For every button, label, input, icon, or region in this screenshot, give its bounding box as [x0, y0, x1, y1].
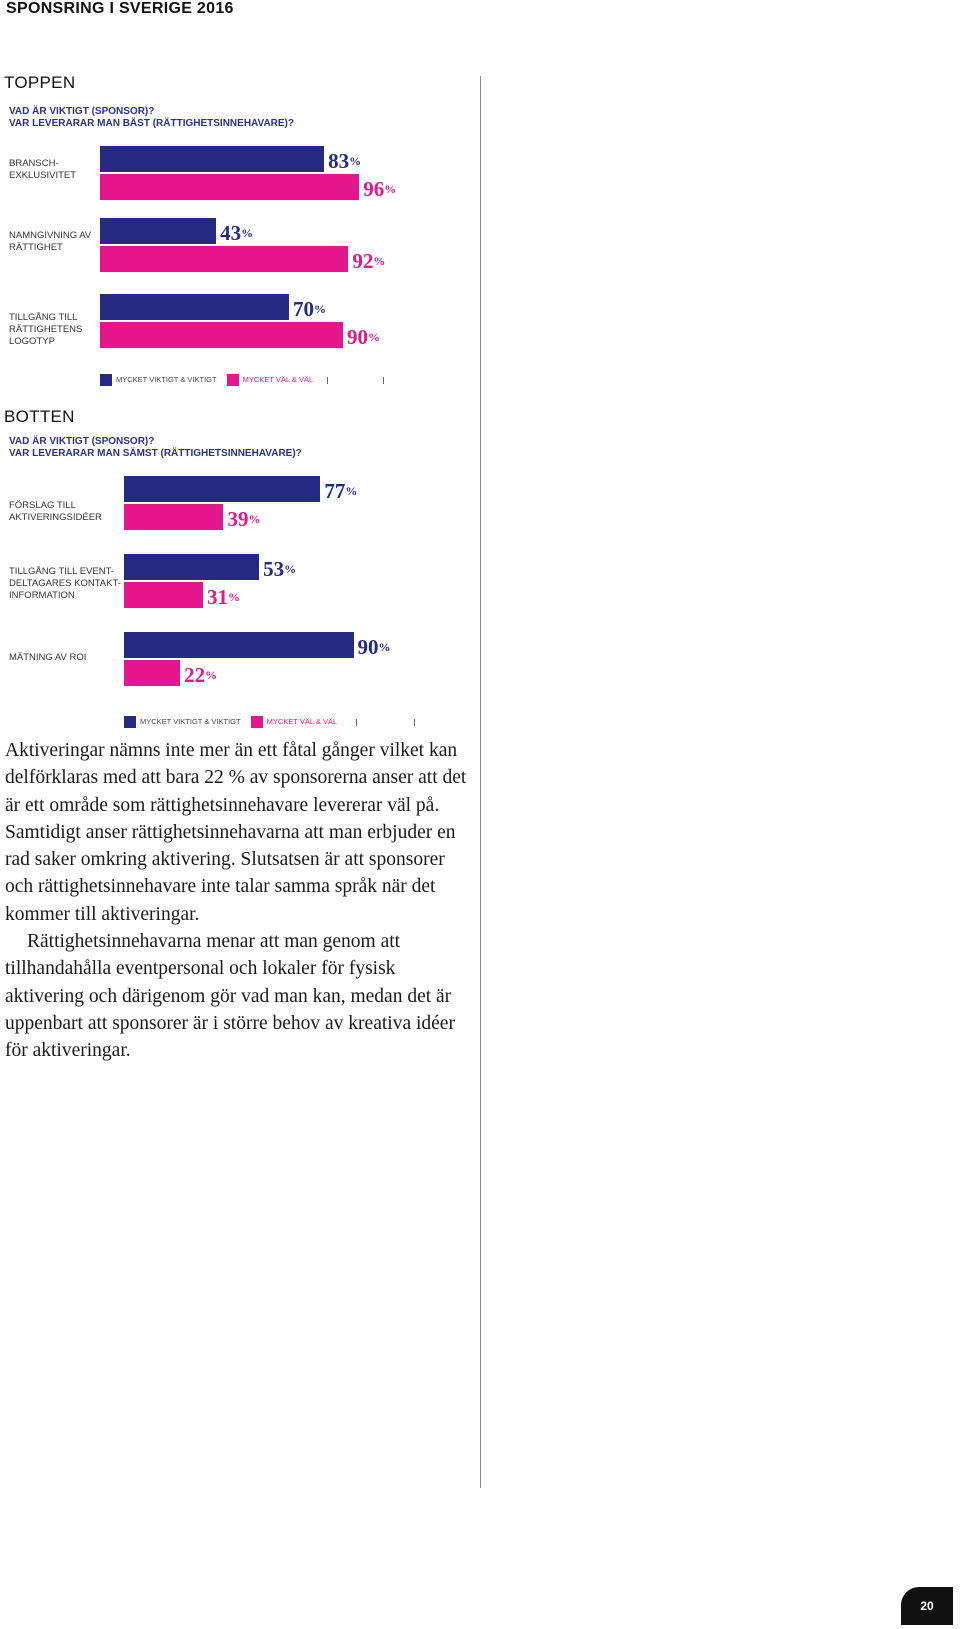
legend-tick: [327, 377, 328, 384]
legend-item-pink: [251, 716, 337, 728]
page-header-title: SPONSRING I SVERIGE 2016: [6, 0, 234, 17]
legend-swatch-pink: [251, 716, 263, 728]
data-label: 83%: [328, 149, 362, 173]
data-label: 77%: [324, 479, 358, 503]
question-important-top: VAD ÄR VIKTIGT (SPONSOR)?: [9, 106, 155, 117]
bar-important: [100, 218, 216, 244]
data-label: 96%: [363, 177, 397, 201]
category-label: BRANSCH- EXKLUSIVITET: [9, 158, 77, 181]
data-label: 22%: [184, 663, 218, 687]
bar-delivered: [100, 174, 359, 200]
legend-label-blue: MYCKET VIKTIGT & VIKTIGT: [140, 716, 241, 726]
legend-tick: [383, 377, 384, 384]
legend-label-pink: MYCKET VÄL & VÄL: [242, 374, 314, 384]
article-body: [5, 737, 467, 1065]
column-divider: [480, 76, 481, 1488]
legend-tick: [356, 719, 357, 726]
top-legend: [100, 374, 321, 386]
data-label: 43%: [220, 221, 254, 245]
bar-delivered: [124, 582, 203, 608]
body-paragraph-2: Rättighetsinnehavarna menar att man genom att tillhandahålla eventpersonal och lokaler för fysisk aktivering och därigenom gör vad man kan, medan det är uppenbart att sponsorer är i större behov av kreativa idéer för aktiveringar.: [5, 931, 455, 1062]
bar-important: [124, 554, 259, 580]
data-label: 31%: [207, 585, 241, 609]
legend-item-pink: [227, 374, 313, 386]
data-label: 90%: [357, 635, 391, 659]
legend-swatch-blue: [100, 374, 112, 386]
bar-delivered: [100, 322, 343, 348]
legend-label-blue: MYCKET VIKTIGT & VIKTIGT: [116, 374, 217, 384]
question-deliver-best: VAR LEVERARAR MAN BÄST (RÄTTIGHETSINNEHAVARE)?: [9, 118, 294, 129]
legend-label-pink: MYCKET VÄL & VÄL: [266, 716, 338, 726]
body-paragraph-1: Aktiveringar nämns inte mer än ett fåtal gånger vilket kan delförklaras med att bara 22 % av sponsorerna anser att det är ett område som rättighetsinnehavare levererar väl på. Samtidigt anser rättighetsinnehavarna att man erbjuder en rad saker omkring aktivering. Slutsatsen är att sponsorer och rättighetsinnehavare inte talar samma språk när det kommer till aktiveringar.: [5, 740, 467, 925]
section-title-bottom: BOTTEN: [4, 407, 75, 426]
bar-delivered: [100, 246, 348, 272]
legend-swatch-blue: [124, 716, 136, 728]
data-label: 92%: [352, 249, 386, 273]
legend-item-blue: [124, 716, 241, 728]
data-label: 53%: [263, 557, 297, 581]
bar-important: [124, 476, 320, 502]
legend-swatch-pink: [227, 374, 239, 386]
bar-important: [100, 294, 289, 320]
category-label: MÄTNING AV ROI: [9, 652, 87, 663]
data-label: 39%: [227, 507, 261, 531]
section-title-top: TOPPEN: [4, 73, 76, 92]
page-number: 20: [901, 1587, 953, 1625]
bar-important: [124, 632, 354, 658]
category-label: NAMNGIVNING AV RÄTTIGHET: [9, 230, 92, 253]
legend-tick: [414, 719, 415, 726]
data-label: 90%: [347, 325, 380, 349]
bar-delivered: [124, 660, 180, 686]
category-label: TILLGÅNG TILL EVENT- DELTAGARES KONTAKT- INFORMATION: [9, 566, 121, 601]
bottom-legend: [124, 716, 345, 728]
question-deliver-worst: VAR LEVERARAR MAN SÄMST (RÄTTIGHETSINNEHAVARE)?: [9, 448, 302, 459]
category-label: FÖRSLAG TILL AKTIVERINGSIDÉER: [9, 500, 102, 523]
bar-important: [100, 146, 324, 172]
category-label: TILLGÅNG TILL RÄTTIGHETENS LOGOTYP: [9, 312, 83, 347]
bar-delivered: [124, 504, 223, 530]
legend-item-blue: [100, 374, 217, 386]
question-important-bottom: VAD ÄR VIKTIGT (SPONSOR)?: [9, 436, 155, 447]
data-label: 70%: [293, 297, 326, 321]
